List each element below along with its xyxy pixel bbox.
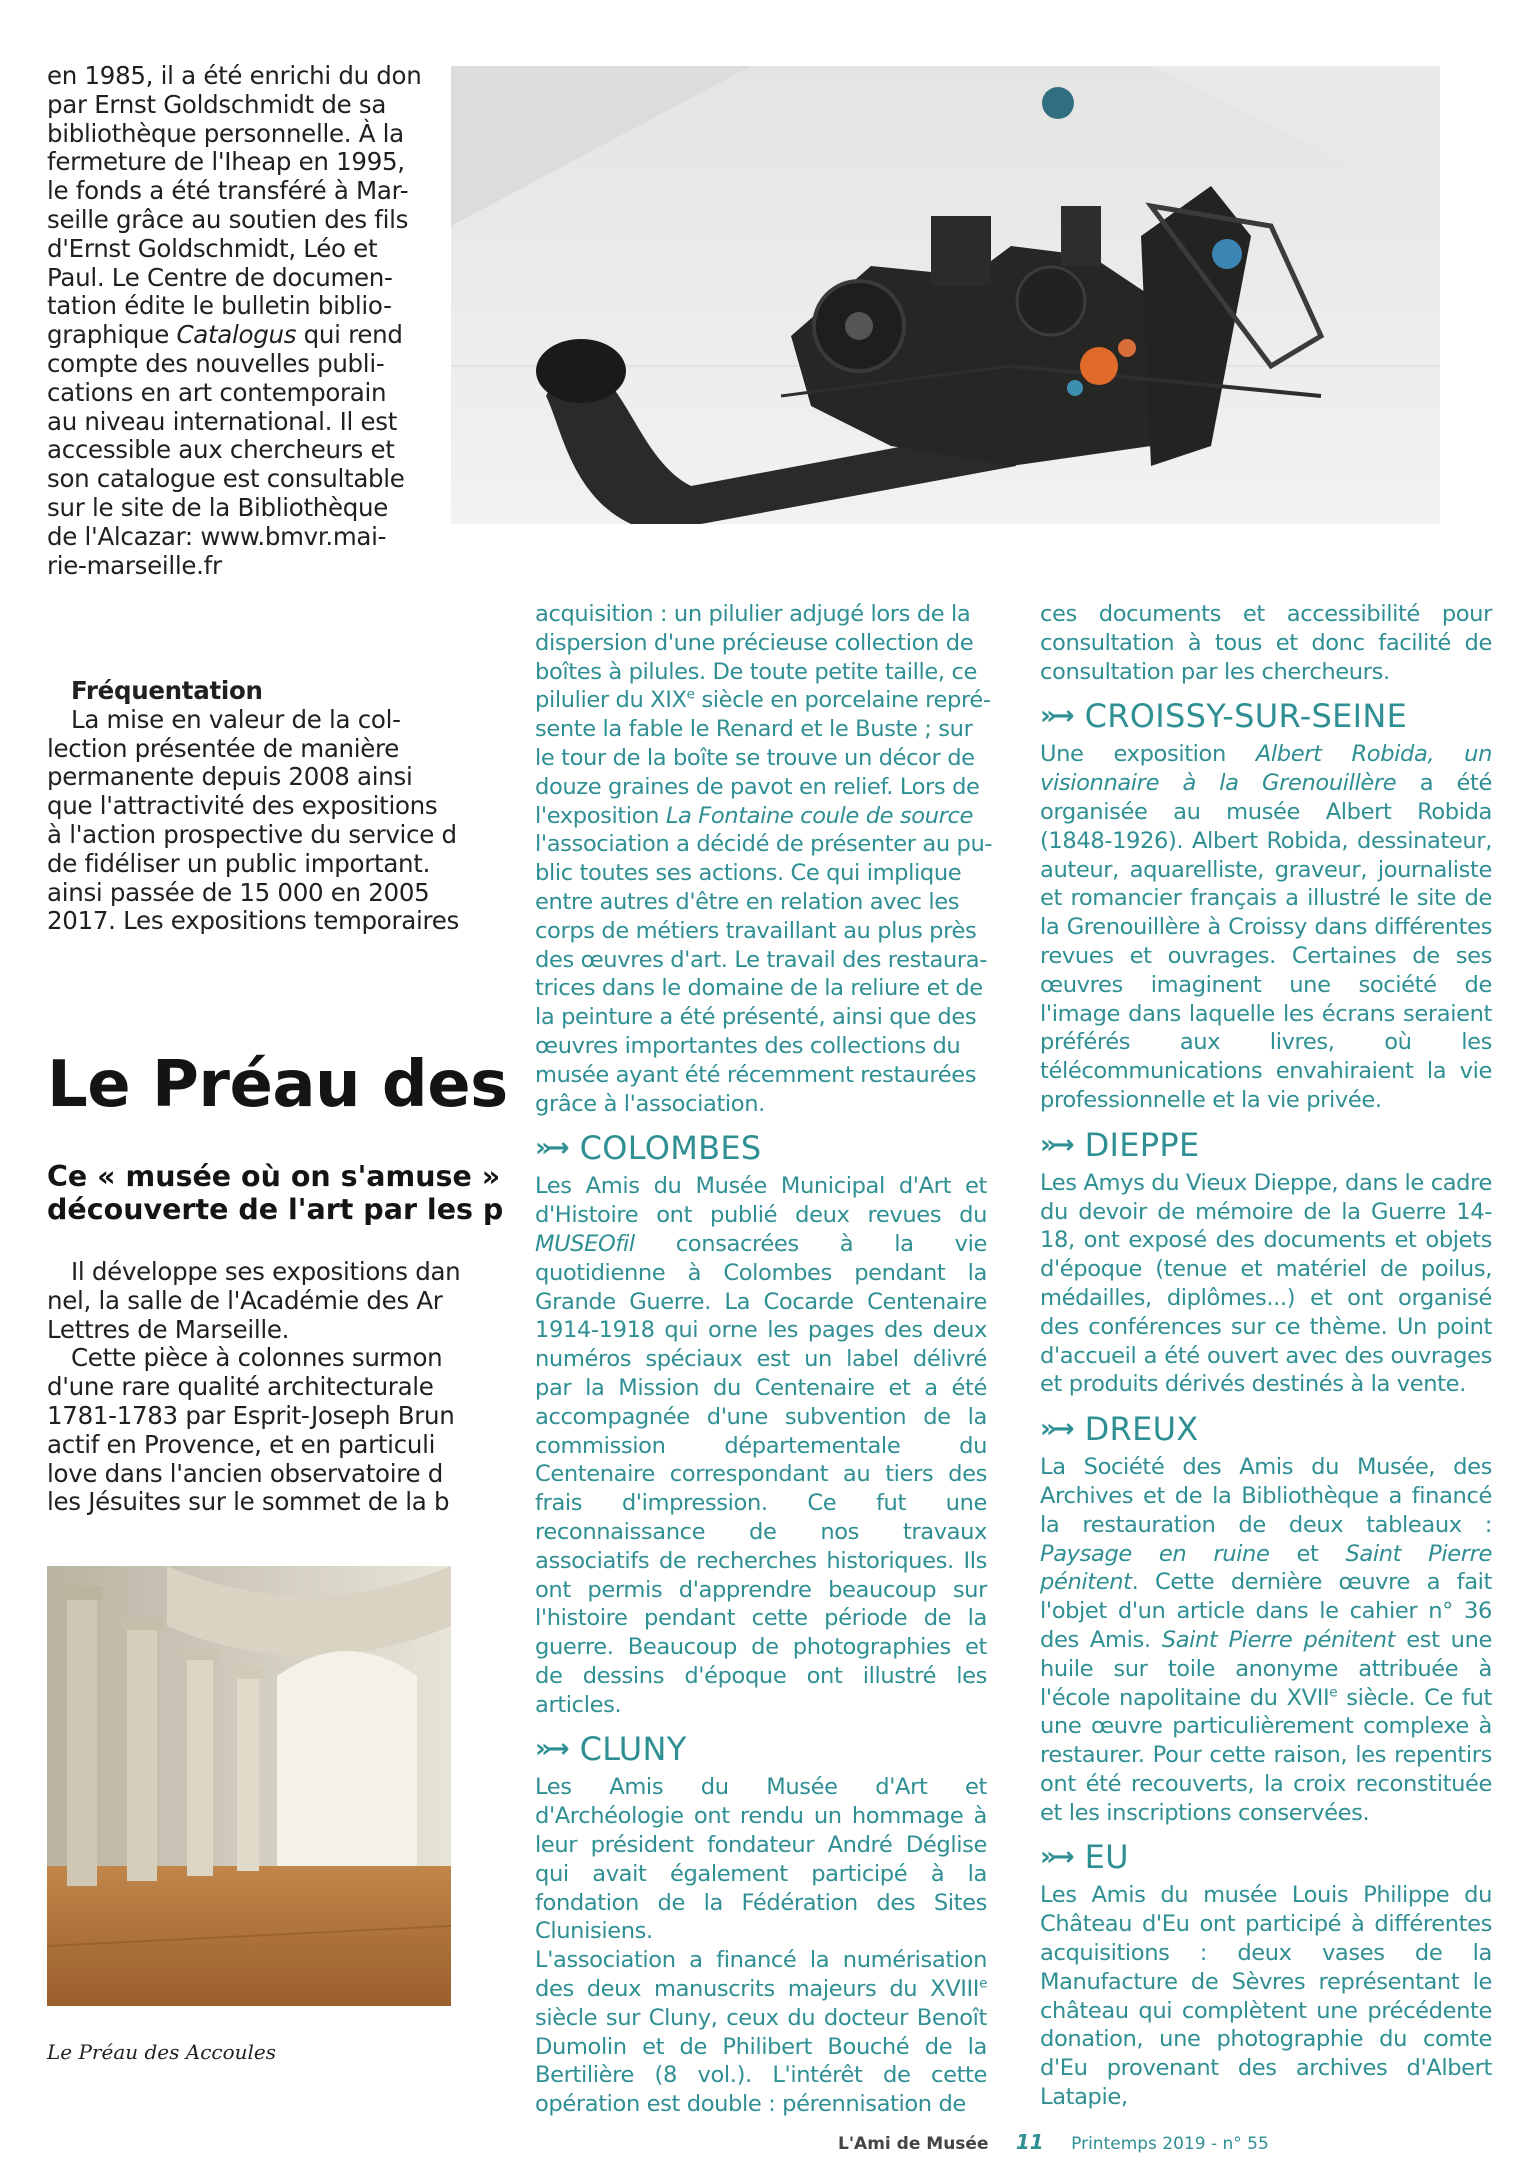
section-heading-croissy	[1040, 697, 1492, 738]
text-line: acquisition : un pilulier adjugé lors de la	[535, 601, 971, 627]
issue-label: Printemps 2019 - n° 55	[1071, 2134, 1269, 2154]
text-line	[535, 686, 991, 715]
arrow-icon: »→	[535, 1133, 566, 1164]
text-line: 2017. Les expositions temporaires	[47, 906, 459, 936]
section-text-cluny-2	[535, 1946, 987, 2119]
frequentation-heading: Fréquentation	[71, 676, 263, 705]
text-line: rie-marseille.fr	[47, 550, 222, 580]
text-fragment: siècle. Ce fut une œuvre particulièrement complexe à restaurer. Pour cette raison, les repentirs ont été recouverts, la croix reconstituée et les inscriptions conservées.	[1040, 1684, 1492, 1826]
catalogus-title: Catalogus	[176, 320, 297, 350]
arrow-icon: »→	[535, 1734, 566, 1765]
sculpture-illustration	[451, 66, 1440, 524]
text-line: dispersion d'une précieuse collection de	[535, 629, 974, 656]
text-line: tation édite le bulletin biblio-	[47, 291, 392, 321]
arrow-icon: »→	[1040, 1414, 1071, 1445]
text-line: à l'action prospective du service d	[47, 819, 457, 849]
text-line: 1781-1783 par Esprit-Joseph Brun	[47, 1400, 455, 1430]
text-line: musée ayant été récemment restaurées	[535, 1061, 977, 1088]
section-heading-dieppe	[1040, 1126, 1492, 1167]
text-fragment: La Société des Amis du Musée, des Archives et de la Bibliothèque a financé la restauration de deux tableaux :	[1040, 1454, 1492, 1538]
revue-title: MUSEOfil	[535, 1230, 635, 1257]
middle-intro	[535, 600, 993, 1118]
text-line: La mise en valeur de la col-	[71, 704, 401, 734]
section-heading-eu	[1040, 1838, 1492, 1879]
text-line: œuvres importantes des collections du	[535, 1032, 961, 1059]
text-line: d'une rare qualité architecturale	[47, 1372, 434, 1402]
left-column-top-text	[47, 61, 422, 580]
painting-title: Paysage en ruine	[1040, 1540, 1270, 1567]
text-fragment: siècle en porcelaine repré-	[694, 687, 991, 714]
superscript: e	[979, 1975, 987, 1992]
exhibition-title: Albert Robida, un visionnaire à la Grenouillère	[1040, 741, 1492, 797]
magazine-name: L'Ami de Musée	[838, 2134, 989, 2154]
section-heading-colombes	[535, 1129, 987, 1170]
text-line	[47, 321, 412, 350]
text-line: bibliothèque personnelle. À la	[47, 118, 404, 148]
text-line: de fidéliser un public important.	[47, 848, 431, 878]
superscript: e	[686, 686, 695, 703]
photo-caption: Le Préau des Accoules	[47, 2040, 277, 2064]
text-line: sur le site de la Bibliothèque	[47, 492, 389, 522]
text-line: le tour de la boîte se trouve un décor de	[535, 744, 975, 771]
text-line: son catalogue est consultable	[47, 464, 405, 494]
text-line: nel, la salle de l'Académie des Ar	[47, 1285, 443, 1315]
heading-label: CLUNY	[579, 1730, 687, 1769]
text-line: Il développe ses expositions dan	[71, 1257, 461, 1286]
arrow-icon: »→	[1040, 1842, 1071, 1873]
text-line: permanente depuis 2008 ainsi	[47, 762, 413, 792]
middle-column	[535, 600, 993, 2119]
text-line: les Jésuites sur le sommet de la b	[47, 1487, 450, 1517]
text-fragment: est une huile sur toile anonyme attribuée à l'école napolitaine du XVII	[1040, 1626, 1492, 1711]
heading-label: DIEPPE	[1084, 1125, 1200, 1164]
text-line: la peinture a été présenté, ainsi que des	[535, 1004, 977, 1031]
sculpture-photo	[451, 66, 1440, 524]
text-fragment: L'association a financé la numérisation des deux manuscrits majeurs du XVIII	[535, 1947, 987, 2003]
text-fragment: Une exposition	[1040, 741, 1256, 768]
section-text-colombes	[535, 1172, 987, 1719]
article-title: Le Préau des	[47, 1048, 508, 1122]
text-line: boîtes à pilules. De toute petite taille, ce	[535, 658, 977, 685]
text-fragment: siècle sur Cluny, ceux du docteur Benoît Dumolin et de Philibert Bouché de la Bertilière (8 vol.). L'intérêt de cette opération est double : pérennisation de	[535, 2004, 987, 2118]
text-line: trices dans le domaine de la reliure et de	[535, 975, 983, 1002]
text-fragment: pilulier du XIX	[535, 687, 687, 714]
text-line: d'Ernst Goldschmidt, Léo et	[47, 233, 378, 263]
heading-label: DREUX	[1084, 1410, 1199, 1449]
text-line: Cette pièce à colonnes surmon	[71, 1343, 443, 1373]
subtitle-line: Ce « musée où on s'amuse »	[47, 1160, 501, 1193]
section-text-croissy	[1040, 740, 1492, 1114]
text-line: Paul. Le Centre de documen-	[47, 262, 393, 292]
text-line: en 1985, il a été enrichi du don	[47, 61, 422, 90]
text-line: ainsi passée de 15 000 en 2005	[47, 877, 430, 907]
text-line: l'association a décidé de présenter au pu-	[535, 831, 993, 858]
text-fragment: et	[1269, 1540, 1346, 1567]
text-line: lection présentée de manière	[47, 733, 400, 763]
text-line: seille grâce au soutien des fils	[47, 204, 409, 234]
text-line: compte des nouvelles publi-	[47, 348, 385, 378]
hall-illustration	[47, 1566, 451, 2006]
page-footer	[838, 2130, 1269, 2154]
heading-label: CROISSY-SUR-SEINE	[1084, 697, 1408, 736]
section-heading-dreux	[1040, 1410, 1492, 1451]
text-fragment: graphique	[47, 320, 169, 350]
frequentation-section	[47, 676, 459, 936]
arrow-icon: »→	[1040, 1129, 1071, 1160]
section-text-eu: Les Amis du musée Louis Philippe du Château d'Eu ont participé à différentes acquisitions : deux vases de la Manufacture de Sèvres représentant le château qui complètent une précédente donation, une photographie du comte d'Eu provenant des archives d'Albert Latapie,	[1040, 1882, 1492, 2111]
heading-label: EU	[1084, 1838, 1129, 1877]
text-line: actif en Provence, et en particuli	[47, 1429, 436, 1459]
text-line: sente la fable le Renard et le Buste ; sur	[535, 716, 973, 743]
text-line: grâce à l'association.	[535, 1090, 765, 1117]
text-fragment: consacrées à la vie quotidienne à Colombes pendant la Grande Guerre. La Cocarde Centenaire 1914-1918 qui orne les pages des deux numéros spéciaux est un label délivré par la Mission du Centenaire et a été accompagnée d'une subvention de la commission départementale du Centenaire correspondant au tiers des frais d'impression. Ce fut une reconnaissance de nos travaux associatifs de recherches historiques. Ils ont permis d'apprendre beaucoup sur l'histoire pendant cette période de la guerre. Beaucoup de photographies et de dessins d'époque ont illustré les articles.	[535, 1230, 987, 1718]
text-line: de l'Alcazar: www.bmvr.mai-	[47, 521, 387, 551]
right-column	[1040, 600, 1492, 2112]
painting-title: Saint Pierre pénitent	[1161, 1626, 1396, 1653]
section-text-dieppe: Les Amys du Vieux Dieppe, dans le cadre du devoir de mémoire de la Guerre 14-18, ont exposé des documents et objets d'époque (tenue et matériel de poilus, médailles, diplômes...) et ont organisé des conférences sur ce thème. Un point d'accueil a été ouvert avec des ouvrages et produits dérivés destinés à la vente.	[1040, 1169, 1492, 1398]
text-fragment: a été organisée au musée Albert Robida (1848-1926). Albert Robida, dessinateur, auteur, aquarelliste, graveur, journaliste et romancier français a illustré le site de la Grenouillère à Croissy dans différentes revues et ouvrages. Certaines de ses œuvres imaginent une société de l'image dans laquelle les écrans seraient préférés aux livres, où les télécommunications envahiraient la vie professionnelle et la vie privée.	[1040, 770, 1492, 1113]
subtitle-line: découverte de l'art par les p	[47, 1193, 504, 1226]
arrow-icon: »→	[1040, 701, 1071, 732]
painting-title: Saint Pierre pénitent	[1040, 1540, 1492, 1596]
text-fragment: . Cette dernière œuvre a fait l'objet d'un article dans le cahier n° 36 des Amis.	[1040, 1569, 1492, 1653]
text-line: corps de métiers travaillant au plus près	[535, 917, 977, 944]
text-fragment: qui rend	[296, 320, 403, 350]
text-line: des œuvres d'art. Le travail des restaura-	[535, 946, 987, 973]
text-line: le fonds a été transféré à Mar-	[47, 176, 409, 206]
text-line: blic toutes ses actions. Ce qui implique	[535, 860, 962, 887]
text-line	[535, 802, 987, 831]
article-body	[47, 1257, 461, 1517]
hall-photo	[47, 1566, 451, 2006]
article-subtitle	[47, 1160, 504, 1226]
superscript: e	[1329, 1683, 1338, 1700]
text-line: cations en art contemporain	[47, 377, 387, 407]
text-line: fermeture de l'Iheap en 1995,	[47, 147, 405, 177]
text-line: au niveau international. Il est	[47, 406, 398, 436]
section-text-cluny: Les Amis du Musée d'Art et d'Archéologie ont rendu un hommage à leur président fondateur André Déglise qui avait également participé à la fondation de la Fédération des Sites Clunisiens.	[535, 1774, 987, 1945]
section-heading-cluny	[535, 1730, 987, 1771]
exhibition-title: La Fontaine coule de source	[665, 802, 974, 829]
section-text-dreux	[1040, 1453, 1492, 1827]
section-text-intro: ces documents et accessibilité pour consultation à tous et donc facilité de consultation par les chercheurs.	[1040, 601, 1492, 685]
text-line: accessible aux chercheurs et	[47, 435, 395, 465]
text-fragment: l'exposition	[535, 802, 666, 829]
text-fragment: Les Amis du Musée Municipal d'Art et d'Histoire ont publié deux revues du	[535, 1173, 987, 1229]
text-line: love dans l'ancien observatoire d	[47, 1458, 443, 1488]
text-line: douze graines de pavot en relief. Lors de	[535, 773, 980, 800]
text-line: entre autres d'être en relation avec les	[535, 888, 960, 915]
heading-label: COLOMBES	[579, 1129, 762, 1168]
text-line: par Ernst Goldschmidt de sa	[47, 89, 387, 119]
page-number: 11	[1015, 2130, 1044, 2154]
text-line: Lettres de Marseille.	[47, 1314, 290, 1344]
text-line: que l'attractivité des expositions	[47, 791, 438, 821]
